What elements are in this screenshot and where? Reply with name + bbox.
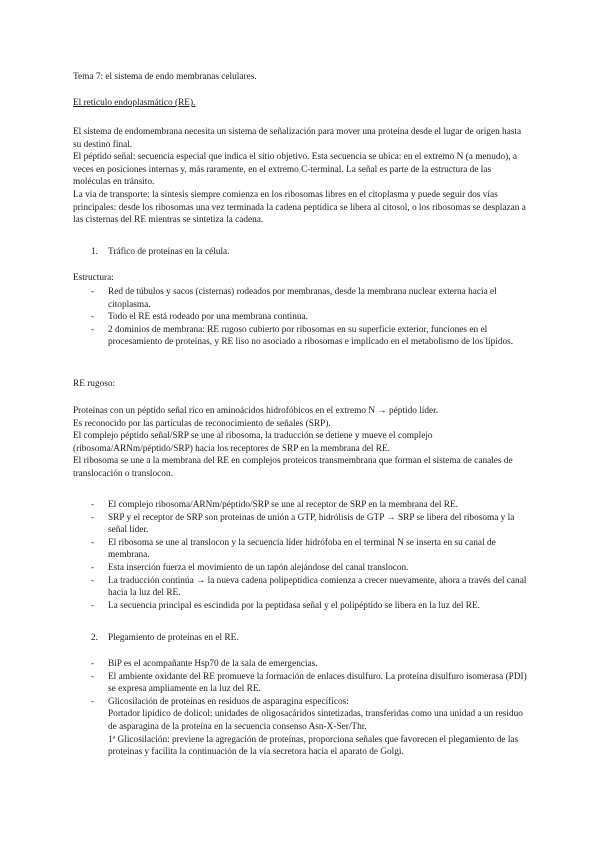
section-2-number: 2.: [91, 633, 98, 643]
rugoso-paragraph: El complejo péptido señal/SRP se une al ribosoma, la traducción se detiene y mueve el complejo (ribosoma/ARNm/péptido/SRP) hacia los receptores de SRP en la membrana del RE.: [73, 431, 433, 454]
plegamiento-list: [91, 658, 529, 759]
list-item: - La secuencia principal es escindida por la peptidasa señal y el polipéptido se libera en la luz del RE.: [91, 600, 529, 613]
list-item: - SRP y el receptor de SRP son proteínas de unión a GTP, hidrólisis de GTP → SRP se libera del ribosoma y la señal líder.: [91, 512, 529, 537]
section-1-number: 1.: [91, 247, 98, 257]
section-heading: El retículo endoplasmático (RE).: [73, 98, 196, 108]
document-title: Tema 7: el sistema de endo membranas celulares.: [73, 72, 257, 82]
rugoso-paragraphs: [73, 405, 529, 481]
list-item: - El ambiente oxidante del RE promueve la formación de enlaces disulfuro. La proteína disulfuro isomerasa (PDI) se expresa ampliamente en la luz del RE.: [91, 671, 529, 696]
estructura-list: [91, 286, 529, 349]
glicosilacion-title: - Glicosilación de proteínas en residuos de asparagina específicos:: [108, 696, 349, 707]
rugoso-paragraph: El ribosoma se une a la membrana del RE en complejos proteicos transmembrana que forman el sistema de canales de translocación o translocon.: [73, 456, 513, 479]
glicosilacion-portador: Portador lipídico de dolicol: unidades de oligosacáridos sintetizadas, transferidas como una unidad a un residuo de asparagina de la proteína en la secuencia consenso Asn-X-Ser/Thr.: [108, 709, 523, 732]
list-item-glicosilacion: [91, 696, 529, 759]
intro-paragraph: El sistema de endomembrana necesita un sistema de señalización para mover una proteína desde el lugar de origen hasta su destino final.: [73, 127, 522, 150]
intro-paragraph: La vía de transporte: la síntesis siempre comienza en los ribosomas libres en el citoplasma y puede seguir dos vías principales: desde los ribosomas una vez terminada la cadena peptídica se libera al citosol, o los ribosomas se desplazan a las cisternas del RE mientras se sintetiza la cadena.: [73, 189, 526, 226]
rugoso-paragraph: Proteínas con un péptido señal rico en aminoácidos hidrofóbicos en el extremo N → péptido líder.: [73, 406, 439, 416]
rugoso-paragraph: Es reconocido por las partículas de reconocimiento de señales (SRP).: [73, 418, 331, 429]
list-item: - Todo el RE está rodeado por una membrana continua.: [91, 311, 529, 324]
rugoso-label: RE rugoso:: [73, 379, 116, 389]
list-item: - Esta inserción fuerza el movimiento de un tapón alejándose del canal translocon.: [91, 562, 529, 575]
section-1-title: Tráfico de proteínas en la célula.: [108, 247, 230, 257]
intro-paragraph: El péptido señal: secuencia especial que indica el sitio objetivo. Esta secuencia se ubica: en el extremo N (a menudo), a veces en posiciones internas y, más raramente, en el extremo C-terminal. La señal es parte de la estructura de las moléculas en tránsito.: [73, 152, 518, 188]
list-item: - El ribosoma se une al translocon y la secuencia líder hidrófoba en el terminal N se inserta en su canal de membrana.: [91, 537, 529, 562]
list-item: - El complejo ribosoma/ARNm/péptido/SRP se une al receptor de SRP en la membrana del RE.: [91, 499, 529, 512]
list-item: - 2 dominios de membrana: RE rugoso cubierto por ribosomas en su superficie exterior, funciones en el procesamiento de proteínas, y RE liso no asociado a ribosomas e implicado en el metabolismo de los lípidos.: [91, 324, 529, 349]
section-2-title: Plegamiento de proteínas en el RE.: [108, 633, 239, 643]
list-item: - Red de túbulos y sacos (cisternas) rodeados por membranas, desde la membrana nuclear externa hacia el citoplasma.: [91, 286, 529, 311]
glicosilacion-primera: 1ª Glicosilación: previene la agregación de proteínas, proporciona señales que favorecen el plegamiento de las proteínas y facilita la continuación de la vía secretora hacia el aparato de Golgi.: [108, 734, 519, 758]
rugoso-list: [91, 499, 529, 612]
intro-block: [73, 126, 529, 227]
list-item: - La traducción continúa → la nueva cadena polipeptídica comienza a crecer nuevamente, ahora a través del canal hacia la luz del RE.: [91, 575, 529, 600]
estructura-label: Estructura:: [73, 273, 114, 283]
list-item: - BiP es el acompañante Hsp70 de la sala de emergencias.: [91, 658, 529, 671]
